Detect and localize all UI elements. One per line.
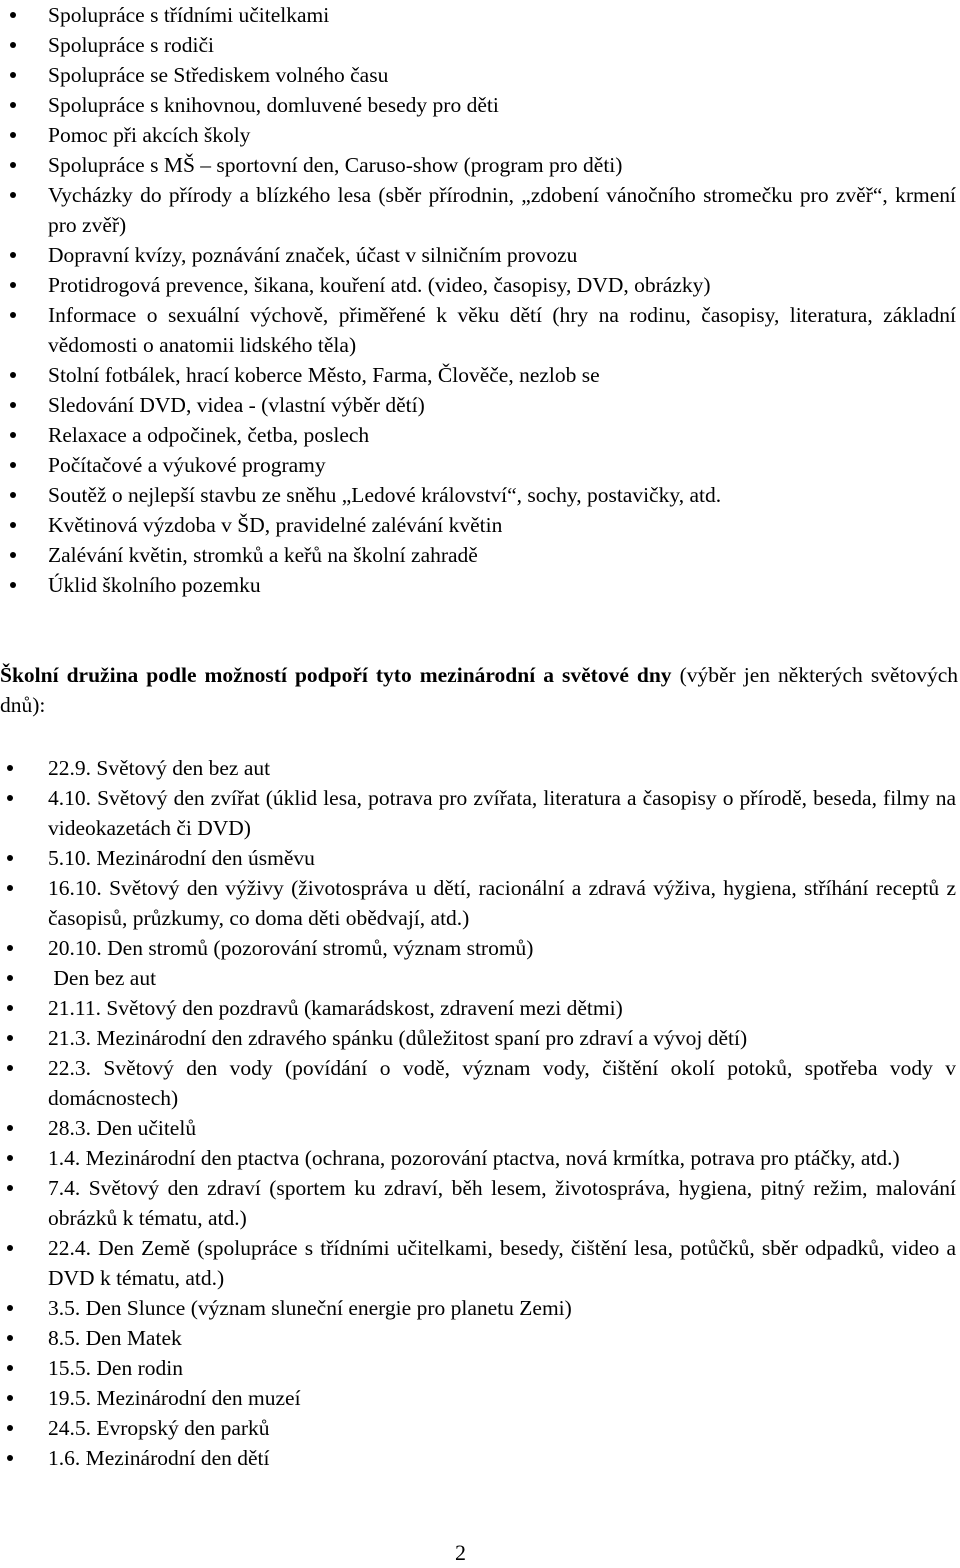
list-item: Úklid školního pozemku	[48, 570, 956, 600]
list-item: Počítačové a výukové programy	[48, 450, 956, 480]
list-item: Spolupráce s třídními učitelkami	[48, 0, 956, 30]
list-item: 16.10. Světový den výživy (životospráva u dětí, racionální a zdravá výživa, hygiena, stříhání receptů z časopisů, průzkumy, co doma děti obědvají, atd.)	[48, 873, 956, 933]
list-item: 22.4. Den Země (spolupráce s třídními učitelkami, besedy, čištění lesa, potůčků, sběr odpadků, video a DVD k tématu, atd.)	[48, 1233, 956, 1293]
list-item: Informace o sexuální výchově, přiměřené k věku dětí (hry na rodinu, časopisy, literatura, základní vědomosti o anatomii lidského těla)	[48, 300, 956, 360]
list-item: 1.6. Mezinárodní den dětí	[48, 1443, 956, 1473]
list-item: Sledování DVD, videa - (vlastní výběr dětí)	[48, 390, 956, 420]
list-item: Spolupráce s MŠ – sportovní den, Caruso-show (program pro děti)	[48, 150, 956, 180]
list-item: 4.10. Světový den zvířat (úklid lesa, potrava pro zvířata, literatura a časopisy o přírodě, beseda, filmy na videokazetách či DVD)	[48, 783, 956, 843]
world-days-list	[48, 753, 956, 1473]
heading-bold: Školní družina podle možností podpoří tyto mezinárodní a světové dny	[0, 663, 672, 687]
list-item: 21.3. Mezinárodní den zdravého spánku (důležitost spaní pro zdraví a vývoj dětí)	[48, 1023, 956, 1053]
activities-list	[48, 0, 956, 600]
list-item: 22.3. Světový den vody (povídání o vodě, význam vody, čištění okolí potoků, spotřeba vody v domácnostech)	[48, 1053, 956, 1113]
list-item: Vycházky do přírody a blízkého lesa (sběr přírodnin, „zdobení vánočního stromečku pro zvěř“, krmení pro zvěř)	[48, 180, 956, 240]
list-item: Relaxace a odpočinek, četba, poslech	[48, 420, 956, 450]
list-item: Dopravní kvízy, poznávání značek, účast v silničním provozu	[48, 240, 956, 270]
heading-normal: (výběr jen některých světových dnů):	[0, 663, 958, 717]
list-item: Protidrogová prevence, šikana, kouření atd. (video, časopisy, DVD, obrázky)	[48, 270, 956, 300]
list-item: Pomoc při akcích školy	[48, 120, 956, 150]
list-item: 20.10. Den stromů (pozorování stromů, význam stromů)	[48, 933, 956, 963]
list-item: 15.5. Den rodin	[48, 1353, 956, 1383]
list-item: 24.5. Evropský den parků	[48, 1413, 956, 1443]
list-item: 5.10. Mezinárodní den úsměvu	[48, 843, 956, 873]
list-item: 22.9. Světový den bez aut	[48, 753, 956, 783]
list-item: 21.11. Světový den pozdravů (kamarádskost, zdravení mezi dětmi)	[48, 993, 956, 1023]
list-item: 1.4. Mezinárodní den ptactva (ochrana, pozorování ptactva, nová krmítka, potrava pro ptáčky, atd.)	[48, 1143, 956, 1173]
list-item: Den bez aut	[48, 963, 956, 993]
list-item: Zalévání květin, stromků a keřů na školní zahradě	[48, 540, 956, 570]
list-item: Stolní fotbálek, hrací koberce Město, Farma, Člověče, nezlob se	[48, 360, 956, 390]
section-heading	[0, 660, 958, 720]
page-number: 2	[455, 1540, 466, 1565]
list-item: Spolupráce s rodiči	[48, 30, 956, 60]
list-item: 7.4. Světový den zdraví (sportem ku zdraví, běh lesem, životospráva, hygiena, pitný režim, malování obrázků k tématu, atd.)	[48, 1173, 956, 1233]
list-item: Spolupráce s knihovnou, domluvené besedy pro děti	[48, 90, 956, 120]
list-item: 28.3. Den učitelů	[48, 1113, 956, 1143]
list-item: 19.5. Mezinárodní den muzeí	[48, 1383, 956, 1413]
list-item: Spolupráce se Střediskem volného času	[48, 60, 956, 90]
list-item: Soutěž o nejlepší stavbu ze sněhu „Ledové království“, sochy, postavičky, atd.	[48, 480, 956, 510]
list-item: 3.5. Den Slunce (význam sluneční energie pro planetu Zemi)	[48, 1293, 956, 1323]
list-item: 8.5. Den Matek	[48, 1323, 956, 1353]
list-item: Květinová výzdoba v ŠD, pravidelné zalévání květin	[48, 510, 956, 540]
